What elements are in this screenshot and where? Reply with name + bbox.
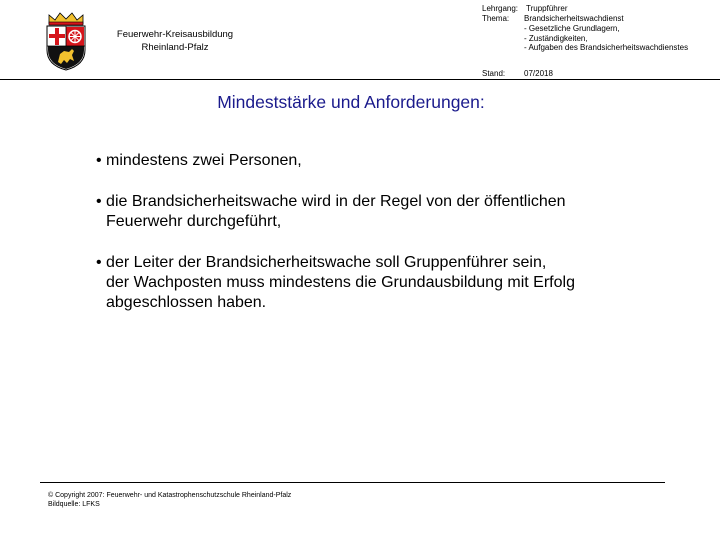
theme-value: Brandsicherheitswachdienst [524, 14, 624, 23]
bullet-item [96, 192, 566, 232]
bullet-text: • der Leiter der Brandsicherheitswache soll Gruppenführer sein, [96, 254, 547, 271]
bullet-item [96, 253, 575, 313]
theme-subitem: - Aufgaben des Brandsicherheitswachdienstes [524, 43, 689, 52]
bullet-text-continuation: Feuerwehr durchgeführt, [106, 213, 282, 230]
bullet-text-continuation: der Wachposten muss mindestens die Grundausbildung mit Erfolg [106, 274, 575, 291]
theme-subitem: - Zuständigkeiten, [524, 34, 588, 43]
theme-label: Thema: [482, 14, 510, 23]
bullet-text-continuation: abgeschlossen haben. [106, 294, 267, 311]
coat-of-arms-icon [41, 10, 91, 72]
bullet-item [96, 151, 302, 171]
stand-value: 07/2018 [524, 69, 553, 78]
header-divider [0, 79, 720, 80]
footer-divider [40, 482, 665, 483]
stand-label: Stand: [482, 69, 506, 78]
theme-subitem: - Gesetzliche Grundlagern, [524, 24, 620, 33]
slide-heading: Mindeststärke und Anforderungen: [217, 92, 485, 112]
organization-name: Feuerwehr-Kreisausbildung [116, 29, 234, 40]
bullet-text: • mindestens zwei Personen, [96, 152, 302, 169]
organization-region: Rheinland-Pfalz [141, 42, 209, 53]
course-label: Lehrgang: [482, 4, 519, 13]
footer-image-source: Bildquelle: LFKS [48, 501, 100, 508]
course-value: Truppführer [526, 4, 568, 13]
bullet-text: • die Brandsicherheitswache wird in der Regel von der öffentlichen [96, 193, 566, 210]
footer-copyright: © Copyright 2007: Feuerwehr- und Katastrophenschutzschule Rheinland-Pfalz [48, 492, 292, 499]
